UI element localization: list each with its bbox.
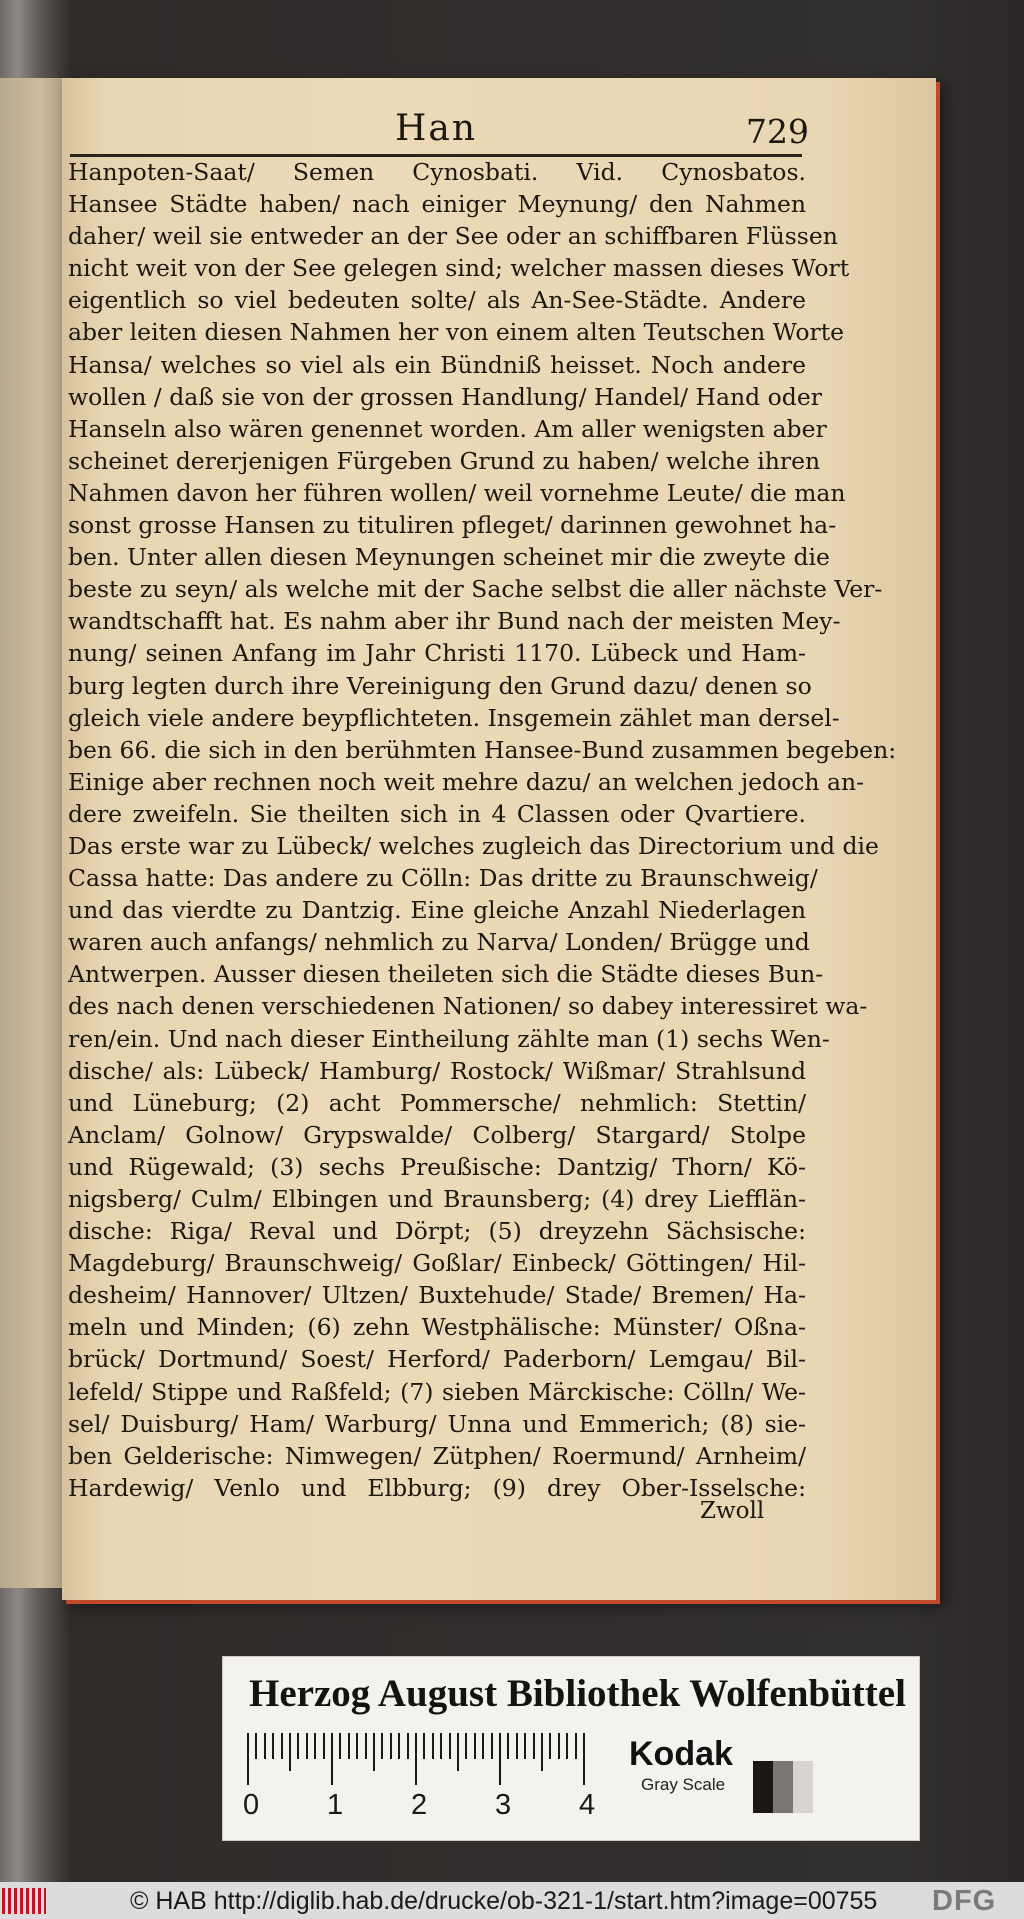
text-line: wollen / daß sie von der grossen Handlung/ Handel/ Hand oder <box>68 382 822 411</box>
ruler-tick <box>482 1733 484 1759</box>
text-line: daher/ weil sie entweder an der See oder an schiffbaren Flüssen <box>68 222 838 251</box>
catchword: Zwoll <box>700 1498 765 1524</box>
text-line: Nahmen davon her führen wollen/ weil vornehme Leute/ die man <box>68 478 846 507</box>
ruler-tick <box>306 1733 308 1759</box>
ruler-tick <box>323 1733 325 1759</box>
text-line: meln und Minden; (6) zehn Westphälische: Münster/ Oßna- <box>68 1313 806 1342</box>
text-line: Hansa/ welches so viel als ein Bündniß heisset. Noch andere <box>68 350 806 379</box>
text-line: Cassa hatte: Das andere zu Cölln: Das dritte zu Braunschweig/ <box>68 864 818 893</box>
text-line: und das vierdte zu Dantzig. Eine gleiche Anzahl Niederlagen <box>68 896 806 925</box>
library-logo-icon <box>2 1888 46 1914</box>
footer-citation[interactable]: © HAB http://diglib.hab.de/drucke/ob-321-1/start.htm?image=00755 <box>130 1887 878 1915</box>
text-line: Einige aber rechnen noch weit mehre dazu/ an welchen jedoch an- <box>68 767 865 796</box>
text-line: dische: Riga/ Reval und Dörpt; (5) dreyzehn Sächsische: <box>68 1217 806 1246</box>
ruler-tick <box>281 1733 283 1759</box>
library-name: Herzog August Bibliothek Wolfenbüttel <box>249 1672 906 1715</box>
kodak-logo: Kodak <box>629 1735 733 1773</box>
ruler-tick <box>348 1733 350 1759</box>
text-line: gleich viele andere beypflichteten. Insgemein zählet man dersel- <box>68 703 840 732</box>
ruler-tick <box>423 1733 425 1759</box>
ruler-tick <box>365 1733 367 1759</box>
ruler-tick <box>415 1733 417 1785</box>
ruler-number: 1 <box>327 1789 344 1821</box>
text-line: sonst grosse Hansen zu tituliren pfleget/ darinnen gewohnet ha- <box>68 511 837 540</box>
text-line: Hanpoten-Saat/ Semen Cynosbati. Vid. Cynosbatos. <box>68 158 806 186</box>
gray-swatches <box>753 1761 813 1813</box>
ruler-tick <box>407 1733 409 1759</box>
ruler-tick <box>575 1733 577 1759</box>
ruler-tick <box>491 1733 493 1759</box>
ruler-tick <box>449 1733 451 1759</box>
ruler-tick <box>457 1733 459 1771</box>
text-line: waren auch anfangs/ nehmlich zu Narva/ Londen/ Brügge und <box>68 928 810 957</box>
text-line: eigentlich so viel bedeuten solte/ als An-See-Städte. Andere <box>68 286 806 315</box>
text-line: Anclam/ Golnow/ Grypswalde/ Colberg/ Stargard/ Stolpe <box>68 1120 806 1149</box>
text-line: ben 66. die sich in den berühmten Hansee-Bund zusammen begeben: <box>68 735 897 764</box>
text-line: beste zu seyn/ als welche mit der Sache selbst die aller nächste Ver- <box>68 575 883 604</box>
ruler-tick <box>398 1733 400 1759</box>
ruler-tick <box>524 1733 526 1759</box>
text-line: Das erste war zu Lübeck/ welches zugleich das Directorium und die <box>68 831 879 860</box>
ruler-tick <box>297 1733 299 1759</box>
footer-bar <box>0 1882 1024 1919</box>
ruler-tick <box>339 1733 341 1759</box>
text-line: ren/ein. Und nach dieser Eintheilung zählte man (1) sechs Wen- <box>68 1024 830 1053</box>
text-line: dische/ als: Lübeck/ Hamburg/ Rostock/ Wißmar/ Strahlsund <box>68 1056 806 1085</box>
swatch-black <box>753 1761 773 1813</box>
ruler-number: 0 <box>243 1789 260 1821</box>
text-line: und Rügewald; (3) sechs Preußische: Dantzig/ Thorn/ Kö- <box>68 1152 806 1181</box>
text-line: brück/ Dortmund/ Soest/ Herford/ Paderborn/ Lemgau/ Bil- <box>68 1345 806 1374</box>
text-line: ben Gelderische: Nimwegen/ Zütphen/ Roermund/ Arnheim/ <box>68 1441 806 1470</box>
color-target-card <box>222 1656 920 1841</box>
ruler-tick <box>499 1733 501 1785</box>
ruler-tick <box>583 1733 585 1785</box>
swatch-light <box>793 1761 813 1813</box>
running-head <box>0 108 1024 152</box>
ruler-tick <box>558 1733 560 1759</box>
ruler-tick <box>289 1733 291 1771</box>
ruler-tick <box>272 1733 274 1759</box>
text-line: nigsberg/ Culm/ Elbingen und Braunsberg; (4) drey Liefflän- <box>68 1185 806 1213</box>
text-line: wandtschafft hat. Es nahm aber ihr Bund nach der meisten Mey- <box>68 607 841 636</box>
swatch-gray <box>773 1761 793 1813</box>
ruler-tick <box>465 1733 467 1759</box>
ruler-tick <box>474 1733 476 1759</box>
ruler-tick <box>533 1733 535 1759</box>
text-line: nung/ seinen Anfang im Jahr Christi 1170. Lübeck und Ham- <box>68 639 806 668</box>
text-line: Hanseln also wären genennet worden. Am aller wenigsten aber <box>68 414 827 443</box>
text-line: burg legten durch ihre Vereinigung den Grund dazu/ denen so <box>68 671 812 700</box>
ruler <box>247 1733 577 1795</box>
text-line: Hansee Städte haben/ nach einiger Meynung/ den Nahmen <box>68 190 806 219</box>
running-head-word: Han <box>395 108 478 149</box>
ruler-tick <box>247 1733 249 1785</box>
text-line: aber leiten diesen Nahmen her von einem alten Teutschen Worte <box>68 318 845 347</box>
ruler-tick <box>541 1733 543 1771</box>
ruler-tick <box>432 1733 434 1759</box>
ruler-tick <box>507 1733 509 1759</box>
ruler-tick <box>390 1733 392 1759</box>
ruler-tick <box>549 1733 551 1759</box>
body-text <box>68 156 897 1504</box>
text-line: und Lüneburg; (2) acht Pommersche/ nehmlich: Stettin/ <box>68 1088 806 1117</box>
ruler-tick <box>255 1733 257 1759</box>
text-line: ben. Unter allen diesen Meynungen scheinet mir die zweyte die <box>68 543 830 572</box>
text-line: scheinet dererjenigen Fürgeben Grund zu haben/ welche ihren <box>68 446 821 475</box>
ruler-number: 2 <box>411 1789 428 1821</box>
ruler-tick <box>373 1733 375 1771</box>
ruler-tick <box>381 1733 383 1759</box>
text-line: des nach denen verschiedenen Nationen/ so dabey interessiret wa- <box>68 992 868 1021</box>
text-line: Antwerpen. Ausser diesen theileten sich die Städte dieses Bun- <box>68 960 824 989</box>
text-line: nicht weit von der See gelegen sind; welcher massen dieses Wort <box>68 254 850 283</box>
dfg-logo: DFG <box>932 1885 997 1917</box>
ruler-tick <box>440 1733 442 1759</box>
ruler-tick <box>566 1733 568 1759</box>
ruler-number: 3 <box>495 1789 512 1821</box>
ruler-tick <box>264 1733 266 1759</box>
gray-scale-label: Gray Scale <box>641 1775 726 1794</box>
ruler-tick <box>516 1733 518 1759</box>
ruler-tick <box>314 1733 316 1759</box>
ruler-number: 4 <box>579 1789 596 1821</box>
text-line: desheim/ Hannover/ Ultzen/ Buxtehude/ Stade/ Bremen/ Ha- <box>68 1281 806 1310</box>
text-line: lefeld/ Stippe und Raßfeld; (7) sieben Märckische: Cölln/ We- <box>68 1377 806 1406</box>
text-line: Magdeburg/ Braunschweig/ Goßlar/ Einbeck/ Göttingen/ Hil- <box>68 1249 806 1278</box>
text-line: dere zweifeln. Sie theilten sich in 4 Classen oder Qvartiere. <box>68 799 806 828</box>
ruler-tick <box>331 1733 333 1785</box>
text-line: Hardewig/ Venlo und Elbburg; (9) drey Ober-Isselsche: <box>68 1473 806 1502</box>
text-line: sel/ Duisburg/ Ham/ Warburg/ Unna und Emmerich; (8) sie- <box>68 1409 806 1438</box>
ruler-tick <box>356 1733 358 1759</box>
page-number: 729 <box>746 112 809 151</box>
